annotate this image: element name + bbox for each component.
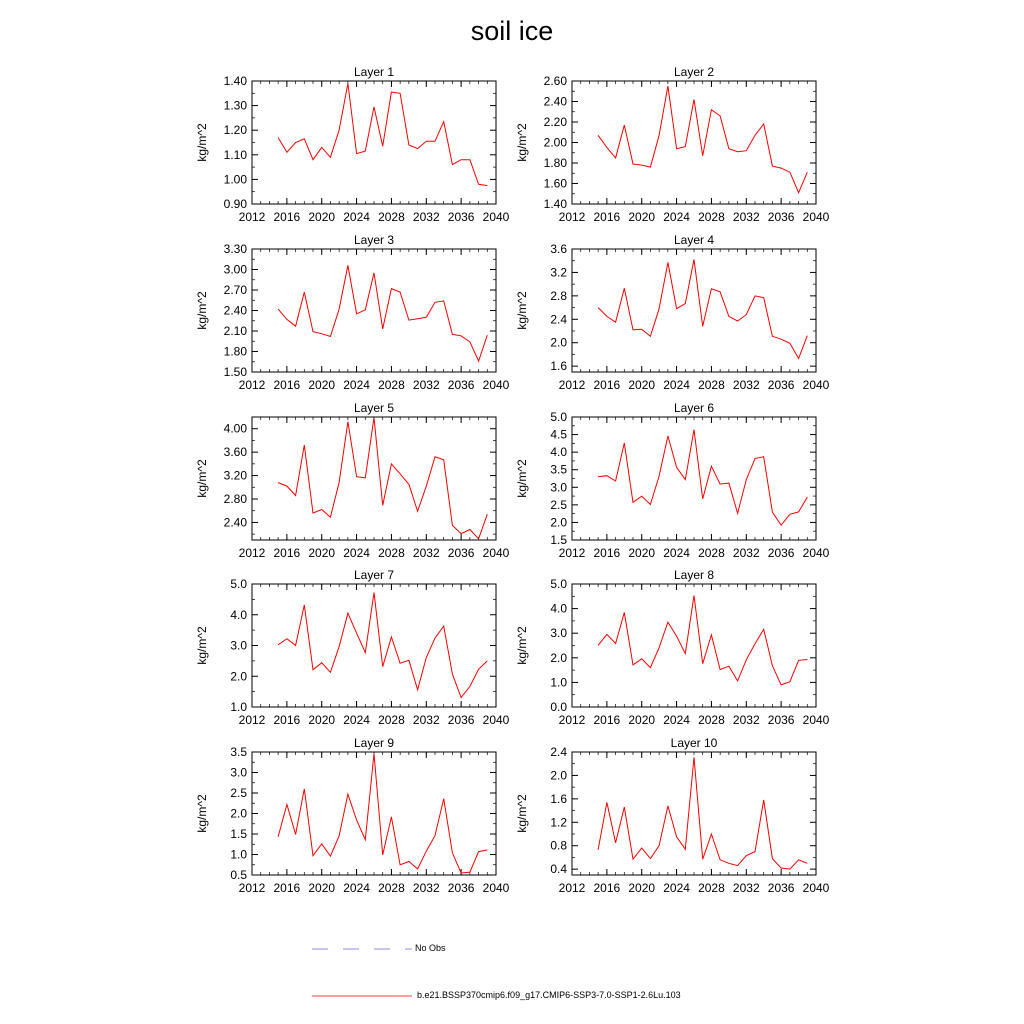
y-tick-label: 2.0 xyxy=(550,515,567,530)
x-tick-label: 2012 xyxy=(558,378,586,392)
y-tick-label: 2.70 xyxy=(223,283,247,297)
x-tick-label: 2036 xyxy=(767,210,795,224)
x-tick-label: 2016 xyxy=(593,881,621,895)
x-tick-label: 2024 xyxy=(663,378,690,392)
y-tick-label: 2.80 xyxy=(223,492,247,506)
x-tick-label: 2032 xyxy=(412,546,440,560)
panel-title: Layer 2 xyxy=(673,65,715,79)
x-tick-label: 2040 xyxy=(802,378,830,392)
y-tick-label: 0.5 xyxy=(230,868,247,882)
y-tick-label: 2.00 xyxy=(543,135,567,150)
y-tick-label: 1.40 xyxy=(223,74,247,88)
x-tick-label: 2040 xyxy=(482,881,510,895)
y-tick-label: 2.0 xyxy=(230,669,247,684)
x-tick-label: 2020 xyxy=(628,378,656,392)
x-tick-label: 2040 xyxy=(802,713,830,727)
y-tick-label: 1.5 xyxy=(230,827,247,841)
x-tick-label: 2024 xyxy=(343,378,370,392)
x-tick-label: 2028 xyxy=(378,378,405,392)
panel-title: Layer 7 xyxy=(353,568,395,582)
x-tick-label: 2016 xyxy=(593,713,621,727)
y-tick-label: 3.20 xyxy=(223,468,247,483)
x-tick-label: 2040 xyxy=(802,881,830,895)
y-tick-label: 0.0 xyxy=(550,700,567,714)
x-tick-label: 2036 xyxy=(767,546,795,560)
y-tick-label: 4.0 xyxy=(550,601,567,616)
y-tick-label: 5.0 xyxy=(550,577,567,591)
y-tick-label: 1.40 xyxy=(543,197,567,211)
x-tick-label: 2032 xyxy=(412,713,440,727)
y-tick-label: 3.5 xyxy=(550,462,567,477)
x-tick-label: 2024 xyxy=(663,210,690,224)
x-tick-label: 2024 xyxy=(663,713,690,727)
chart-title: soil ice xyxy=(470,16,554,46)
x-tick-label: 2036 xyxy=(447,210,475,224)
x-tick-label: 2032 xyxy=(412,881,440,895)
panel-title: Layer 4 xyxy=(673,233,715,247)
panel-title: Layer 3 xyxy=(353,233,395,247)
y-tick-label: 1.50 xyxy=(223,365,247,379)
x-tick-label: 2012 xyxy=(558,546,586,560)
y-tick-label: 3.00 xyxy=(223,262,247,277)
y-tick-label: 3.6 xyxy=(550,242,567,256)
x-tick-label: 2016 xyxy=(593,546,621,560)
y-axis-label: kg/m^2 xyxy=(195,291,209,330)
y-tick-label: 2.40 xyxy=(223,303,247,318)
y-tick-label: 3.60 xyxy=(223,445,247,460)
y-tick-label: 1.6 xyxy=(550,791,567,806)
x-tick-label: 2020 xyxy=(628,713,656,727)
y-tick-label: 3.0 xyxy=(550,480,567,495)
x-tick-label: 2032 xyxy=(732,713,760,727)
y-axis-label: kg/m^2 xyxy=(515,459,529,498)
x-tick-label: 2020 xyxy=(628,210,656,224)
y-tick-label: 2.10 xyxy=(223,324,247,338)
x-tick-label: 2040 xyxy=(482,378,510,392)
x-tick-label: 2016 xyxy=(273,546,301,560)
x-tick-label: 2036 xyxy=(767,713,795,727)
x-tick-label: 2020 xyxy=(628,546,656,560)
y-tick-label: 1.6 xyxy=(550,359,567,374)
panel-title: Layer 9 xyxy=(353,736,395,750)
panel-title: Layer 10 xyxy=(670,736,718,750)
y-tick-label: 0.4 xyxy=(550,862,567,877)
x-tick-label: 2040 xyxy=(802,546,830,560)
y-axis-label: kg/m^2 xyxy=(515,794,529,833)
x-tick-label: 2012 xyxy=(238,210,266,224)
y-tick-label: 1.80 xyxy=(223,344,247,359)
y-tick-label: 2.8 xyxy=(550,288,567,303)
y-tick-label: 2.40 xyxy=(543,94,567,109)
x-tick-label: 2028 xyxy=(378,546,405,560)
x-tick-label: 2040 xyxy=(802,210,830,224)
x-tick-label: 2036 xyxy=(447,378,475,392)
y-tick-label: 4.00 xyxy=(223,421,247,436)
y-tick-label: 1.30 xyxy=(223,98,247,113)
y-axis-label: kg/m^2 xyxy=(515,291,529,330)
y-tick-label: 1.60 xyxy=(543,176,567,191)
x-tick-label: 2012 xyxy=(238,378,266,392)
panel-title: Layer 8 xyxy=(673,568,715,582)
x-tick-label: 2020 xyxy=(308,546,336,560)
x-tick-label: 2016 xyxy=(593,378,621,392)
x-tick-label: 2020 xyxy=(308,378,336,392)
y-tick-label: 1.0 xyxy=(230,847,247,862)
x-tick-label: 2020 xyxy=(308,713,336,727)
y-tick-label: 3.0 xyxy=(230,638,247,653)
x-tick-label: 2032 xyxy=(732,210,760,224)
x-tick-label: 2036 xyxy=(767,378,795,392)
x-tick-label: 2036 xyxy=(447,881,475,895)
legend-run-label: b.e21.BSSP370cmip6.f09_g17.CMIP6-SSP3-7.0-SSP1-2.6Lu.103 xyxy=(417,990,681,1000)
y-tick-label: 1.0 xyxy=(550,675,567,690)
x-tick-label: 2012 xyxy=(238,713,266,727)
x-tick-label: 2012 xyxy=(238,546,266,560)
x-tick-label: 2020 xyxy=(628,881,656,895)
y-tick-label: 2.4 xyxy=(550,312,567,327)
y-tick-label: 1.10 xyxy=(223,147,247,162)
y-tick-label: 0.8 xyxy=(550,838,567,853)
x-tick-label: 2012 xyxy=(238,881,266,895)
y-tick-label: 4.0 xyxy=(550,445,567,460)
x-tick-label: 2016 xyxy=(273,881,301,895)
y-axis-label: kg/m^2 xyxy=(195,794,209,833)
x-tick-label: 2028 xyxy=(378,210,405,224)
x-tick-label: 2012 xyxy=(558,713,586,727)
y-tick-label: 1.80 xyxy=(543,156,567,170)
x-tick-label: 2024 xyxy=(343,881,370,895)
y-axis-label: kg/m^2 xyxy=(195,626,209,665)
x-tick-label: 2012 xyxy=(558,210,586,224)
y-tick-label: 2.60 xyxy=(543,74,567,88)
panel-title: Layer 6 xyxy=(673,401,715,415)
x-tick-label: 2028 xyxy=(698,881,725,895)
x-tick-label: 2032 xyxy=(732,378,760,392)
x-tick-label: 2020 xyxy=(308,210,336,224)
y-tick-label: 1.0 xyxy=(230,700,247,714)
y-tick-label: 3.0 xyxy=(230,765,247,780)
y-tick-label: 1.00 xyxy=(223,172,247,187)
x-tick-label: 2024 xyxy=(343,713,370,727)
y-tick-label: 1.5 xyxy=(550,533,567,547)
y-axis-label: kg/m^2 xyxy=(195,459,209,498)
x-tick-label: 2032 xyxy=(732,546,760,560)
x-tick-label: 2028 xyxy=(378,713,405,727)
x-tick-label: 2012 xyxy=(558,881,586,895)
y-axis-label: kg/m^2 xyxy=(515,123,529,162)
x-tick-label: 2024 xyxy=(343,546,370,560)
x-tick-label: 2028 xyxy=(698,378,725,392)
x-tick-label: 2032 xyxy=(732,881,760,895)
x-tick-label: 2036 xyxy=(447,546,475,560)
y-axis-label: kg/m^2 xyxy=(195,123,209,162)
y-tick-label: 2.40 xyxy=(223,515,247,530)
y-tick-label: 3.0 xyxy=(550,626,567,641)
y-tick-label: 5.0 xyxy=(230,577,247,591)
x-tick-label: 2024 xyxy=(343,210,370,224)
legend-no-obs-label: No Obs xyxy=(415,943,446,953)
x-tick-label: 2032 xyxy=(412,378,440,392)
y-tick-label: 3.2 xyxy=(550,265,567,280)
y-tick-label: 2.20 xyxy=(543,115,567,129)
y-tick-label: 3.5 xyxy=(230,745,247,759)
x-tick-label: 2036 xyxy=(447,713,475,727)
y-tick-label: 2.0 xyxy=(550,768,567,783)
x-tick-label: 2028 xyxy=(698,546,725,560)
x-tick-label: 2036 xyxy=(767,881,795,895)
x-tick-label: 2016 xyxy=(273,210,301,224)
y-tick-label: 2.5 xyxy=(230,786,247,800)
y-tick-label: 0.90 xyxy=(223,197,247,211)
y-tick-label: 2.5 xyxy=(550,497,567,512)
x-tick-label: 2016 xyxy=(273,378,301,392)
y-tick-label: 2.0 xyxy=(550,335,567,350)
x-tick-label: 2032 xyxy=(412,210,440,224)
y-tick-label: 2.0 xyxy=(550,650,567,665)
x-tick-label: 2024 xyxy=(663,546,690,560)
y-tick-label: 4.5 xyxy=(550,427,567,442)
y-axis-label: kg/m^2 xyxy=(515,626,529,665)
x-tick-label: 2028 xyxy=(378,881,405,895)
panel-title: Layer 5 xyxy=(353,401,395,415)
x-tick-label: 2040 xyxy=(482,713,510,727)
x-tick-label: 2028 xyxy=(698,210,725,224)
x-tick-label: 2016 xyxy=(273,713,301,727)
y-tick-label: 5.0 xyxy=(550,410,567,424)
x-tick-label: 2024 xyxy=(663,881,690,895)
y-tick-label: 1.2 xyxy=(550,815,567,830)
x-tick-label: 2020 xyxy=(308,881,336,895)
x-tick-label: 2016 xyxy=(593,210,621,224)
y-tick-label: 1.20 xyxy=(223,123,247,138)
y-tick-label: 2.0 xyxy=(230,806,247,821)
y-tick-label: 2.4 xyxy=(550,745,567,759)
y-tick-label: 4.0 xyxy=(230,607,247,622)
y-tick-label: 3.30 xyxy=(223,242,247,256)
x-tick-label: 2040 xyxy=(482,210,510,224)
x-tick-label: 2028 xyxy=(698,713,725,727)
x-tick-label: 2040 xyxy=(482,546,510,560)
panel-title: Layer 1 xyxy=(353,65,395,79)
